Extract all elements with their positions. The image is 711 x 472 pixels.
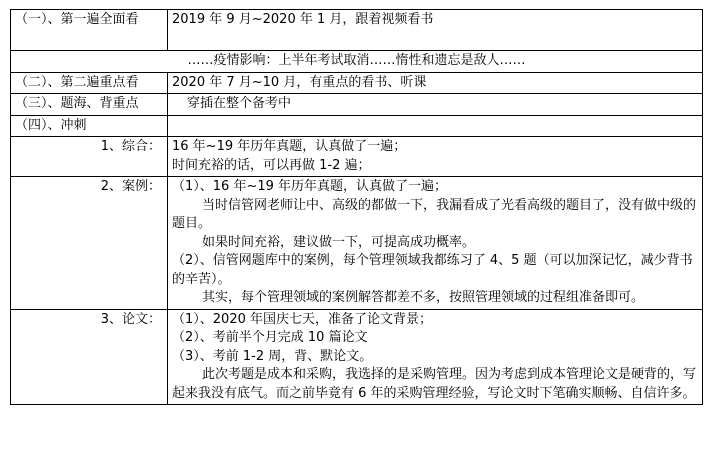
- general-line: 16 年~19 年历年真题，认真做了一遍；: [172, 139, 407, 154]
- row-text-sprint-empty: [168, 115, 703, 137]
- row-text-practice: 穿插在整个备考中: [168, 94, 703, 116]
- row-label-second-pass: （二）、第二遍重点看: [11, 72, 168, 94]
- study-plan-table: [10, 9, 703, 405]
- row-text-essay: [168, 309, 703, 405]
- table-row: [11, 137, 703, 177]
- essay-line: （2）、考前半个月完成 10 篇论文: [172, 330, 368, 345]
- case-line: （1）、16 年~19 年历年真题，认真做了一遍；: [172, 179, 448, 194]
- row-text-first-pass: 2019 年 9 月~2020 年 1 月，跟着视频看书: [168, 10, 703, 51]
- row-label-case: 2、案例：: [11, 177, 168, 310]
- row-text-case: [168, 177, 703, 310]
- row-text-second-pass: 2020 年 7 月~10 月，有重点的看书、听课: [168, 72, 703, 94]
- table-row: [11, 72, 703, 94]
- row-label-sprint: （四）、冲刺: [11, 115, 168, 137]
- table-row: [11, 51, 703, 73]
- essay-line: （3）、考前 1-2 周，背、默论文。: [172, 348, 373, 364]
- essay-line: 此次考题是成本和采购，我选择的是采购管理。因为考虑到成本管理论文是硬背的，写起来我没有底气。而之前毕竟有 6 年的采购管理经验，写论文时下笔确实顺畅、自信许多。: [172, 367, 697, 401]
- table-row: [11, 177, 703, 310]
- row-label-general: 1、综合：: [11, 137, 168, 177]
- note-row: ……疫情影响：上半年考试取消……惰性和遗忘是敌人……: [11, 51, 703, 73]
- essay-line: （1）、2020 年国庆七天，准备了论文背景；: [172, 311, 432, 327]
- case-line: 其实，每个管理领域的案例解答都差不多，按照管理领域的过程组准备即可。: [202, 290, 645, 305]
- case-line: 如果时间充裕，建议做一下，可提高成功概率。: [202, 234, 476, 250]
- case-line: （2）、信管网题库中的案例，每个管理领域我都练习了 4、5 题（可以加深记忆，减少背书的辛苦）。: [172, 253, 693, 287]
- row-label-first-pass: （一）、第一遍全面看: [11, 10, 168, 51]
- row-label-practice: （三）、题海、背重点: [11, 94, 168, 116]
- general-line: 时间充裕的话，可以再做 1-2 遍；: [172, 157, 371, 173]
- table-row: [11, 94, 703, 116]
- table-row: [11, 115, 703, 137]
- row-text-general: [168, 137, 703, 177]
- table-row: [11, 309, 703, 405]
- row-label-essay: 3、论文：: [11, 309, 168, 405]
- table-row: [11, 10, 703, 51]
- case-line: 当时信管网老师让中、高级的都做一下，我漏看成了光看高级的题目了，没有做中级的题目。: [172, 197, 697, 231]
